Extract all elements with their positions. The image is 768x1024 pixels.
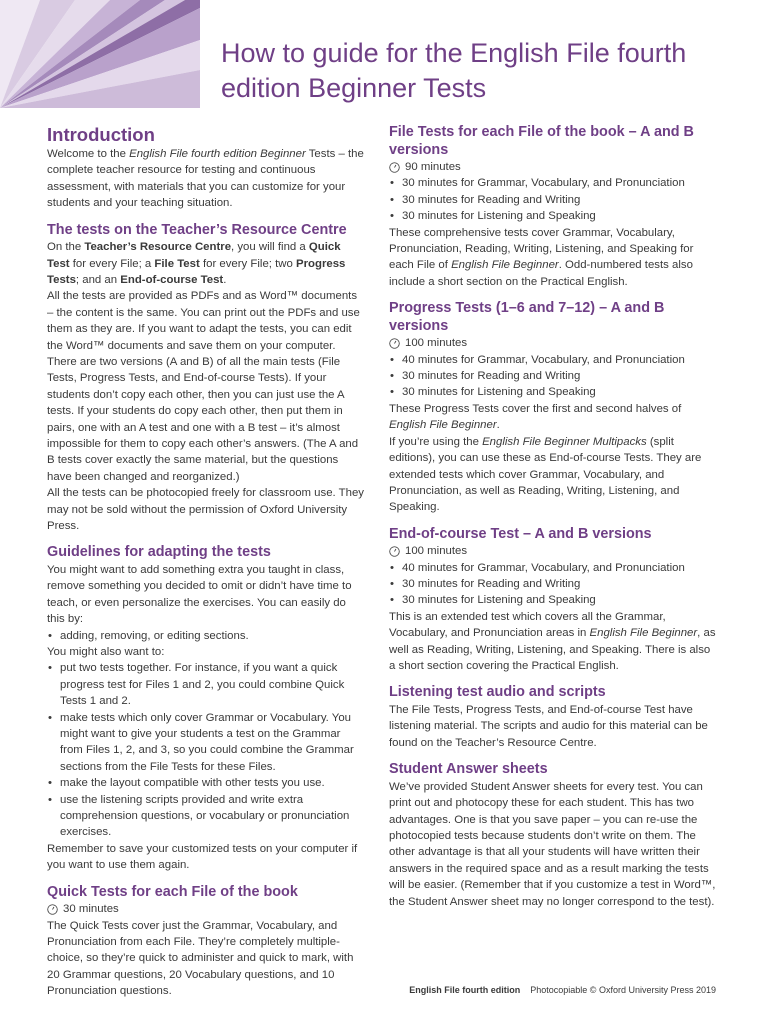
file-tests-heading: File Tests for each File of the book – A and B versions xyxy=(389,124,694,158)
list-item: • 30 minutes for Listening and Speaking xyxy=(389,384,719,400)
list-item: • make the layout compatible with other tests you use. xyxy=(47,775,365,791)
progress-tests-text-2: If you’re using the English File Beginner Multipacks (split editions), you can use these as End-of-course Tests. They are extended tests which cover Grammar, Vocabulary, and Pronunciation, as well as Reading, Writing, Listening, and Speaking. xyxy=(389,435,702,514)
trc-text-4: All the tests can be photocopied freely for classroom use. They may not be sold without the permission of Oxford University Press. xyxy=(47,487,364,533)
trc-heading: The tests on the Teacher’s Resource Centre xyxy=(47,221,347,238)
trc-text-1: On the Teacher’s Resource Centre, you will find a Quick Test for every File; a File Test for every File; two Progress Tests; and an End-of-course Test. xyxy=(47,241,346,286)
file-tests-list xyxy=(389,175,719,224)
quick-tests-time: 30 minutes xyxy=(47,901,365,917)
guidelines-list-2 xyxy=(47,660,365,840)
list-item: • adding, removing, or editing sections. xyxy=(47,628,365,644)
list-item: • 30 minutes for Reading and Writing xyxy=(389,576,719,592)
progress-tests-list xyxy=(389,352,719,401)
file-tests-text: These comprehensive tests cover Grammar, Vocabulary, Pronunciation, Reading, Writing, Listening, and Speaking for each File of English File Beginner. Odd-numbered tests also include a short section on the Practical English. xyxy=(389,226,694,288)
introduction-heading: Introduction xyxy=(47,124,155,145)
progress-tests-text-1: These Progress Tests cover the first and second halves of English File Beginner. xyxy=(389,402,682,432)
answer-sheets-text: We’ve provided Student Answer sheets for every test. You can print out and photocopy these for each student. This has two advantages. One is that you save paper – you can re-use the photocopied tests because students don’t write on them. The other advantage is that all your students will have written their answers in the required space and as a result marking the tests will be easier. (Remember that if you customize a test in Word™, the Student Answer sheet may no longer correspond to the test). xyxy=(389,780,716,908)
page-title: How to guide for the English File fourth edition Beginner Tests xyxy=(221,38,687,103)
file-tests-time: 90 minutes xyxy=(389,159,719,175)
decorative-fan-graphic xyxy=(0,0,200,108)
list-item: • 40 minutes for Grammar, Vocabulary, and Pronunciation xyxy=(389,352,719,368)
list-item: • use the listening scripts provided and write extra comprehension questions, or vocabulary or pronunciation exercises. xyxy=(47,792,365,841)
guidelines-list-1 xyxy=(47,628,365,644)
guidelines-heading: Guidelines for adapting the tests xyxy=(47,544,271,561)
quick-tests-text: The Quick Tests cover just the Grammar, Vocabulary, and Pronunciation from each File. They’re completely multiple-choice, so they’re quick to administer and quick to mark, with 20 Grammar questions, 20 Vocabulary questions, and 10 Pronunciation questions. xyxy=(47,919,354,998)
right-column xyxy=(389,124,719,910)
list-item: • 30 minutes for Reading and Writing xyxy=(389,368,719,384)
progress-tests-time: 100 minutes xyxy=(389,335,719,351)
introduction-text: Welcome to the English File fourth edition Beginner Tests – the complete teacher resource for testing and continuous assessment, with materials that you can customize for your students and your teaching situation. xyxy=(47,148,364,210)
end-of-course-time: 100 minutes xyxy=(389,543,719,559)
answer-sheets-heading: Student Answer sheets xyxy=(389,761,548,778)
list-item: • 30 minutes for Grammar, Vocabulary, and Pronunciation xyxy=(389,175,719,191)
clock-icon xyxy=(389,338,400,349)
end-of-course-text: This is an extended test which covers all the Grammar, Vocabulary, and Pronunciation areas in English File Beginner, as well as Reading, Writing, Listening, and Speaking. There is also a short section covering the Practical English. xyxy=(389,610,716,673)
clock-icon xyxy=(389,162,400,173)
list-item: • 30 minutes for Listening and Speaking xyxy=(389,592,719,608)
trc-text-3: There are two versions (A and B) of all the main tests (File Tests, Progress Tests, and End-of-course Tests). If your students don’t copy each other, then you can just use the A tests. If your students do copy each other, then put them in pairs, one with an A test and one with a B test – it’s almost impossible for them to copy each other’s answers. (The A and B tests cover exactly the same material, but the questions have been changed and reorganized.) xyxy=(47,355,359,483)
guidelines-text-3: Remember to save your customized tests on your computer if you want to use them again. xyxy=(47,842,358,872)
progress-tests-heading: Progress Tests (1–6 and 7–12) – A and B versions xyxy=(389,300,665,334)
left-column xyxy=(47,124,365,1000)
listening-text: The File Tests, Progress Tests, and End-of-course Test have listening material. The scripts and audio for this material can be found on the Teacher’s Resource Centre. xyxy=(389,703,708,749)
page-footer xyxy=(409,985,716,995)
clock-icon xyxy=(47,904,58,915)
list-item: • 30 minutes for Listening and Speaking xyxy=(389,208,719,224)
guidelines-text-2: You might also want to: xyxy=(47,645,165,658)
guidelines-text-1: You might want to add something extra you taught in class, remove something you decided to omit or didn’t have time to teach, or even personalize the exercises. You can easily do this by: xyxy=(47,563,352,626)
list-item: • 30 minutes for Reading and Writing xyxy=(389,192,719,208)
footer-copyright: Photocopiable © Oxford University Press 2019 xyxy=(530,985,716,995)
footer-book-title: English File fourth edition xyxy=(409,985,521,995)
list-item: • put two tests together. For instance, if you want a quick progress test for Files 1 and 2, you could combine Quick Tests 1 and 2. xyxy=(47,660,365,709)
trc-text-2: All the tests are provided as PDFs and as Word™ documents – the content is the same. You can print out the PDFs and use them as they are. If you want to adapt the tests, you can edit the Word™ documents and save them on your computer. xyxy=(47,290,360,352)
end-of-course-list xyxy=(389,560,719,609)
list-item: • 40 minutes for Grammar, Vocabulary, and Pronunciation xyxy=(389,560,719,576)
quick-tests-heading: Quick Tests for each File of the book xyxy=(47,883,298,900)
end-of-course-heading: End-of-course Test – A and B versions xyxy=(389,525,652,542)
clock-icon xyxy=(389,546,400,557)
list-item: • make tests which only cover Grammar or Vocabulary. You might want to give your students a test on the Grammar from Files 1, 2, and 3, so you could combine the Grammar sections from the File Tests for these Files. xyxy=(47,710,365,776)
listening-heading: Listening test audio and scripts xyxy=(389,684,606,701)
